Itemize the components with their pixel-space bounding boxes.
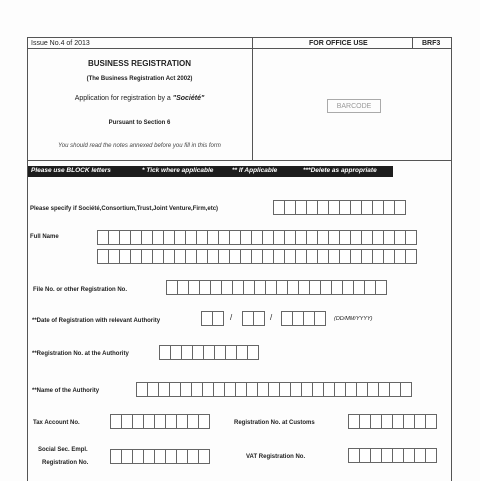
date-month-boxes[interactable] bbox=[242, 311, 264, 326]
application-entity: "Société" bbox=[172, 95, 205, 102]
instruction-bar bbox=[28, 166, 393, 177]
full-name-boxes-row2[interactable] bbox=[97, 249, 416, 264]
application-line bbox=[27, 95, 252, 102]
character-box[interactable] bbox=[253, 311, 265, 326]
entity-type-boxes[interactable] bbox=[273, 200, 405, 215]
date-year-boxes[interactable] bbox=[281, 311, 325, 326]
header-divider bbox=[27, 48, 451, 49]
social-sec-boxes[interactable] bbox=[110, 449, 209, 464]
date-registration-label: **Date of Registration with relevant Authority bbox=[32, 318, 161, 324]
instruction-block-letters: Please use BLOCK letters bbox=[31, 167, 111, 174]
character-box[interactable] bbox=[375, 280, 387, 295]
date-separator-2: / bbox=[270, 313, 273, 322]
barcode-box: BARCODE bbox=[327, 99, 381, 113]
character-box[interactable] bbox=[405, 249, 417, 264]
notes-hint: You should read the notes annexed before you fill in this form bbox=[58, 143, 221, 149]
application-prefix: Application for registration by a bbox=[74, 95, 173, 102]
authority-name-label: **Name of the Authority bbox=[32, 388, 100, 394]
file-no-label: File No. or other Registration No. bbox=[33, 287, 128, 293]
character-box[interactable] bbox=[212, 311, 224, 326]
act-reference: (The Business Registration Act 2002) bbox=[86, 76, 193, 82]
instruction-applicable: ** If Applicable bbox=[232, 167, 278, 174]
authority-reg-no-label: **Registration No. at the Authority bbox=[32, 351, 129, 357]
authority-reg-no-boxes[interactable] bbox=[159, 345, 258, 360]
full-name-label: Full Name bbox=[30, 234, 59, 240]
character-box[interactable] bbox=[198, 414, 210, 429]
social-sec-label-line2: Registration No. bbox=[42, 460, 89, 466]
issue-number: Issue No.4 of 2013 bbox=[31, 40, 90, 47]
instruction-tick: * Tick where applicable bbox=[142, 167, 214, 174]
social-sec-label-line1: Social Sec. Empl. bbox=[38, 447, 88, 453]
date-separator-1: / bbox=[230, 313, 233, 322]
character-box[interactable] bbox=[400, 382, 412, 397]
instruction-delete: ***Delete as appropriate bbox=[303, 167, 377, 174]
form-title: BUSINESS REGISTRATION bbox=[88, 59, 191, 68]
character-box[interactable] bbox=[425, 414, 437, 429]
office-use-divider bbox=[252, 37, 253, 160]
character-box[interactable] bbox=[198, 449, 210, 464]
form-code-divider bbox=[412, 37, 413, 48]
date-format-hint: (DD/MM/YYYY) bbox=[334, 316, 373, 322]
pursuant-line: Pursuant to Section 6 bbox=[108, 120, 171, 126]
character-box[interactable] bbox=[425, 448, 437, 463]
authority-name-boxes[interactable] bbox=[136, 382, 411, 397]
customs-reg-label: Registration No. at Customs bbox=[234, 420, 315, 426]
header-bottom-line bbox=[27, 160, 451, 161]
customs-reg-boxes[interactable] bbox=[348, 414, 436, 429]
vat-reg-boxes[interactable] bbox=[348, 448, 436, 463]
tax-account-boxes[interactable] bbox=[110, 414, 209, 429]
date-day-boxes[interactable] bbox=[201, 311, 223, 326]
vat-reg-label: VAT Registration No. bbox=[246, 454, 306, 460]
form-code: BRF3 bbox=[422, 40, 441, 47]
file-no-boxes[interactable] bbox=[166, 280, 386, 295]
tax-account-label: Tax Account No. bbox=[33, 420, 80, 426]
character-box[interactable] bbox=[247, 345, 259, 360]
entity-type-label: Please specify if Société,Consortium,Trust,Joint Venture,Firm,etc) bbox=[30, 206, 219, 212]
office-use-label: FOR OFFICE USE bbox=[309, 40, 368, 47]
character-box[interactable] bbox=[394, 200, 406, 215]
character-box[interactable] bbox=[405, 230, 417, 245]
full-name-boxes-row1[interactable] bbox=[97, 230, 416, 245]
character-box[interactable] bbox=[314, 311, 326, 326]
